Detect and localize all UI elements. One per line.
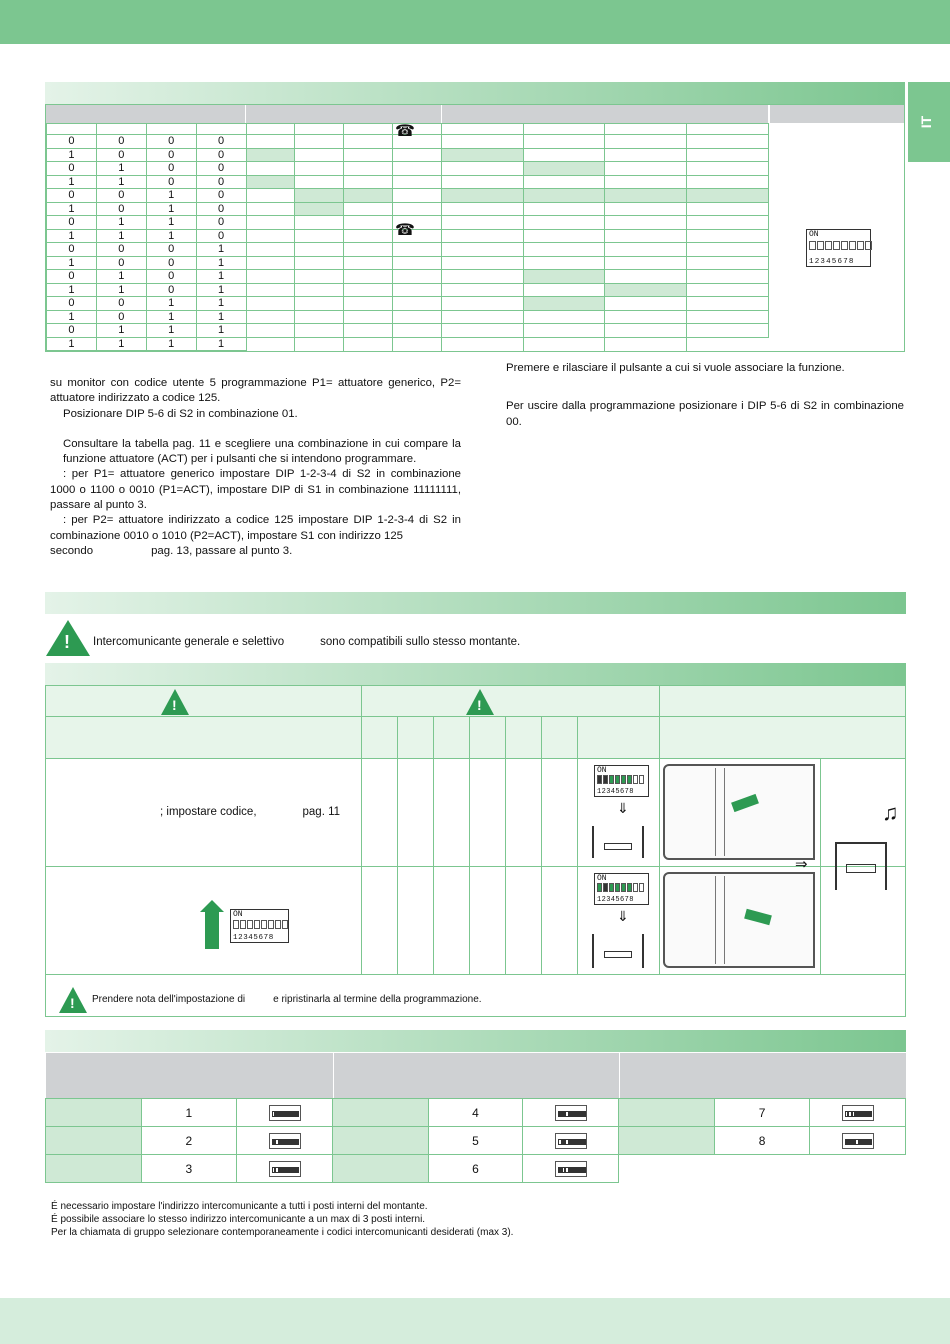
table-cell	[393, 162, 442, 176]
table-cell: 1	[47, 310, 97, 324]
table-cell	[441, 189, 523, 203]
table-cell	[344, 297, 393, 311]
table-cell	[246, 270, 295, 284]
table-cell	[246, 256, 295, 270]
table-cell	[344, 148, 393, 162]
table-cell	[332, 1127, 428, 1155]
table-cell	[344, 162, 393, 176]
table-cell	[344, 310, 393, 324]
table-cell	[605, 175, 687, 189]
table-row	[47, 297, 769, 311]
table-cell	[605, 324, 687, 338]
table-cell: 0	[47, 162, 97, 176]
dip-switch-icon	[236, 1155, 332, 1183]
table-row	[47, 256, 769, 270]
table-cell	[246, 310, 295, 324]
table-row	[47, 283, 769, 297]
table-cell	[441, 148, 523, 162]
table-cell	[523, 337, 605, 351]
handset-icon: ☎	[395, 123, 415, 140]
table-cell: 1	[146, 216, 196, 230]
compatibility-warning: Intercomunicante generale e selettivo sono compatibili sullo stesso montante.	[93, 636, 521, 648]
table-cell	[523, 297, 605, 311]
dip-switch-icon	[810, 1127, 906, 1155]
table-cell	[246, 175, 295, 189]
table-cell	[295, 256, 344, 270]
table-cell	[246, 324, 295, 338]
table-cell: 1	[47, 229, 97, 243]
table-cell	[441, 175, 523, 189]
section-header-intercom	[45, 592, 906, 614]
table-cell	[605, 202, 687, 216]
warning-icon: !	[59, 987, 87, 1013]
table-row	[47, 175, 769, 189]
table-cell	[523, 148, 605, 162]
address-header	[620, 1053, 906, 1098]
table-cell	[441, 202, 523, 216]
table-cell: 1	[96, 175, 146, 189]
table-row	[46, 1099, 906, 1127]
table-cell	[605, 310, 687, 324]
table-cell	[344, 216, 393, 230]
table-cell	[344, 256, 393, 270]
table-cell: 1	[96, 229, 146, 243]
table-row	[47, 324, 769, 338]
table-cell: 1	[96, 162, 146, 176]
table-cell	[393, 283, 442, 297]
table-cell	[246, 162, 295, 176]
table-cell	[605, 229, 687, 243]
table-row	[47, 202, 769, 216]
table-cell: 0	[96, 202, 146, 216]
table-header-dip	[770, 105, 904, 123]
table-cell	[605, 337, 687, 351]
table-cell	[605, 297, 687, 311]
table-cell: 1	[146, 337, 196, 351]
dip-switch-icon	[523, 1099, 619, 1127]
table-cell	[344, 324, 393, 338]
led-panel-icon	[592, 826, 644, 858]
table-cell	[619, 1099, 715, 1127]
table-cell	[246, 229, 295, 243]
table-cell: 0	[96, 256, 146, 270]
table-cell	[246, 297, 295, 311]
top-banner	[0, 0, 950, 44]
table-cell	[687, 310, 769, 324]
table-cell	[605, 270, 687, 284]
table-cell	[687, 175, 769, 189]
table-row	[46, 1155, 906, 1183]
table-cell: 0	[47, 135, 97, 149]
table-cell	[393, 324, 442, 338]
table-cell	[441, 135, 523, 149]
dip-switch-icon: ON 12345678	[594, 873, 649, 905]
table-cell: 0	[146, 162, 196, 176]
bottom-banner	[0, 1298, 950, 1344]
table-cell: 1	[196, 337, 246, 351]
table-cell	[344, 189, 393, 203]
table-cell	[393, 310, 442, 324]
table-cell: 0	[96, 310, 146, 324]
table-cell	[332, 1155, 428, 1183]
table-cell	[295, 324, 344, 338]
table-cell	[344, 175, 393, 189]
table-cell: 1	[47, 202, 97, 216]
table-cell	[687, 324, 769, 338]
table-cell: 1	[196, 324, 246, 338]
table-cell: 1	[146, 229, 196, 243]
table-cell: 0	[196, 148, 246, 162]
table-cell: 1	[196, 243, 246, 257]
table-cell	[295, 337, 344, 351]
table-cell: 1	[96, 337, 146, 351]
address-value: 3	[141, 1155, 236, 1183]
table-cell	[441, 256, 523, 270]
table-cell	[523, 243, 605, 257]
table-cell	[687, 337, 769, 351]
dip-switch-icon: ON 12345678	[806, 229, 871, 267]
table-cell	[605, 216, 687, 230]
warning-icon: !	[161, 689, 189, 715]
table-cell: 0	[196, 162, 246, 176]
table-cell: 0	[146, 148, 196, 162]
table-cell: 0	[96, 135, 146, 149]
dip-switch-icon	[236, 1127, 332, 1155]
table-cell	[523, 202, 605, 216]
table-cell	[523, 229, 605, 243]
table-cell	[393, 148, 442, 162]
table-cell	[246, 216, 295, 230]
arrow-down-icon: ⇓	[617, 800, 629, 816]
handset-icon: ☎	[395, 222, 415, 239]
table-cell: 1	[96, 216, 146, 230]
table-cell: 1	[96, 270, 146, 284]
table-cell	[441, 243, 523, 257]
table-cell	[344, 337, 393, 351]
table-cell: 0	[96, 243, 146, 257]
table-row	[47, 270, 769, 284]
table-cell: 0	[47, 324, 97, 338]
table-cell: 0	[96, 297, 146, 311]
table-cell	[46, 1155, 142, 1183]
table-cell	[393, 297, 442, 311]
table-cell: 1	[146, 297, 196, 311]
table-cell	[523, 135, 605, 149]
language-tab: IT	[908, 82, 950, 162]
table-cell	[295, 202, 344, 216]
section-header-procedure	[45, 663, 906, 685]
arrow-down-icon: ⇓	[617, 908, 629, 924]
footer-notes: É necessario impostare l'indirizzo intercomunicante a tutti i posti interni del montante. É possibile associare lo stesso indirizzo intercomunicante a un max di 3 posti interni. Per la chiamata di gruppo selezionare contemporaneamente i codici intercomunicanti desiderati (max 3).	[51, 1201, 514, 1238]
table-cell	[295, 243, 344, 257]
table-cell: 1	[47, 256, 97, 270]
table-cell: 1	[146, 189, 196, 203]
table-cell	[344, 202, 393, 216]
table-cell	[605, 135, 687, 149]
table-cell: 1	[196, 310, 246, 324]
table-cell	[687, 243, 769, 257]
table-cell	[344, 243, 393, 257]
dip-switch-icon	[236, 1099, 332, 1127]
table-cell	[46, 1099, 142, 1127]
table-cell	[344, 270, 393, 284]
address-value: 5	[428, 1127, 523, 1155]
table-cell: 1	[196, 283, 246, 297]
table-row	[47, 243, 769, 257]
table-cell: 0	[47, 189, 97, 203]
table-cell	[295, 162, 344, 176]
warning-icon: !	[466, 689, 494, 715]
table-cell	[246, 202, 295, 216]
table-cell	[246, 189, 295, 203]
table-cell: 0	[196, 216, 246, 230]
table-cell	[605, 148, 687, 162]
table-cell	[687, 216, 769, 230]
section-header-address	[45, 1030, 906, 1052]
monitor-illustration	[663, 872, 815, 968]
table-cell	[441, 216, 523, 230]
table-cell: 1	[47, 148, 97, 162]
instructions-right: Premere e rilasciare il pulsante a cui si vuole associare la funzione. Per uscire dalla programmazione posizionare i DIP 5-6 di S2 in combinazione 00.	[506, 362, 904, 428]
table-cell	[687, 162, 769, 176]
table-cell	[295, 135, 344, 149]
address-value: 1	[141, 1099, 236, 1127]
table-cell	[523, 283, 605, 297]
table-cell	[393, 270, 442, 284]
address-header	[334, 1053, 619, 1098]
table-cell	[344, 135, 393, 149]
table-cell: 0	[146, 283, 196, 297]
table-cell	[441, 229, 523, 243]
table-cell	[605, 243, 687, 257]
table-cell	[687, 283, 769, 297]
table-cell: 0	[47, 216, 97, 230]
table-cell	[295, 270, 344, 284]
table-cell	[605, 283, 687, 297]
table-cell	[295, 148, 344, 162]
table-cell: 0	[196, 189, 246, 203]
table-cell: 1	[146, 324, 196, 338]
table-cell	[441, 297, 523, 311]
table-cell	[332, 1099, 428, 1127]
table-cell	[687, 202, 769, 216]
arrow-up-icon	[205, 909, 219, 949]
table-row	[47, 148, 769, 162]
table-cell	[246, 243, 295, 257]
table-cell	[523, 270, 605, 284]
table-row	[47, 162, 769, 176]
table-cell: 0	[47, 270, 97, 284]
dip-switch-icon: ON 12345678	[230, 909, 289, 943]
table-cell	[687, 135, 769, 149]
table-cell	[393, 202, 442, 216]
table-cell	[246, 337, 295, 351]
table-cell	[441, 324, 523, 338]
address-value: 2	[141, 1127, 236, 1155]
table-cell	[393, 337, 442, 351]
music-note-icon: ♫	[882, 800, 899, 825]
table-cell	[523, 256, 605, 270]
address-value: 4	[428, 1099, 523, 1127]
table-cell	[393, 256, 442, 270]
table-cell	[441, 310, 523, 324]
table-cell	[344, 283, 393, 297]
table-cell	[295, 229, 344, 243]
table-cell: 1	[96, 324, 146, 338]
dip-switch-icon	[523, 1127, 619, 1155]
table-cell: 1	[47, 283, 97, 297]
table-cell: 0	[196, 175, 246, 189]
table-cell	[523, 189, 605, 203]
instructions-left: su monitor con codice utente 5 programmazione P1= attuatore generico, P2= attuatore indirizzato a codice 125. Posizionare DIP 5-6 di S2 in combinazione 01. Consultare la tabella pag. 11 e scegliere una combinazione in cui compare la funzione attuatore (ACT) per i pulsanti che si intendono programmare. : per P1= attuatore generico impostare DIP 1-2-3-4 di S2 in combinazione 1000 o 1100 o 0010 (P1=ACT), impostare DIP di S1 in combinazione 11111111, passare al punto 3. : per P2= attuatore indirizzato a codice 125 impostare DIP 1-2-3-4 di S2 in combinazione 0010 o 1010 (P2=ACT), impostare S1 con indirizzo 125 secondo pag. 13, passare al punto 3.	[50, 377, 461, 557]
table-cell: 1	[196, 256, 246, 270]
table-cell	[523, 324, 605, 338]
table-cell: 0	[196, 229, 246, 243]
address-table	[45, 1098, 906, 1183]
table-cell: 0	[146, 135, 196, 149]
warning-icon: !	[46, 620, 90, 656]
table-cell	[393, 189, 442, 203]
dip-switch-icon	[810, 1099, 906, 1127]
table-cell	[687, 229, 769, 243]
table-cell	[441, 270, 523, 284]
monitor-illustration	[663, 764, 815, 860]
table-cell: 0	[96, 189, 146, 203]
table-cell	[687, 270, 769, 284]
settings-note: Prendere nota dell'impostazione di e ripristinarla al termine della programmazione.	[92, 994, 482, 1005]
table-cell	[246, 148, 295, 162]
table-cell	[523, 162, 605, 176]
table-cell: 1	[196, 270, 246, 284]
arrow-right-icon: ⇒	[795, 856, 808, 873]
table-cell: 0	[196, 135, 246, 149]
address-value: 6	[428, 1155, 523, 1183]
table-cell	[393, 243, 442, 257]
table-cell	[523, 310, 605, 324]
table-cell	[605, 162, 687, 176]
table-cell	[619, 1127, 715, 1155]
dip-switch-icon: ON 12345678	[594, 765, 649, 797]
table-cell	[295, 297, 344, 311]
table-cell: 1	[96, 283, 146, 297]
table-cell: 0	[146, 243, 196, 257]
table-cell: 0	[146, 256, 196, 270]
table-cell: 0	[146, 175, 196, 189]
table-cell: 1	[146, 310, 196, 324]
table-cell	[687, 189, 769, 203]
address-header	[46, 1053, 333, 1098]
table-cell: 0	[146, 270, 196, 284]
section-header	[45, 82, 905, 104]
table-cell	[605, 256, 687, 270]
table-cell	[393, 175, 442, 189]
table-row	[47, 337, 769, 351]
code-instruction: ; impostare codice, pag. 11	[160, 806, 341, 818]
table-cell	[295, 310, 344, 324]
table-cell	[441, 283, 523, 297]
table-cell	[246, 135, 295, 149]
table-cell: 1	[196, 297, 246, 311]
table-cell	[246, 283, 295, 297]
table-cell	[605, 189, 687, 203]
address-value: 7	[715, 1099, 810, 1127]
table-cell: 0	[47, 243, 97, 257]
table-row	[47, 189, 769, 203]
table-cell	[441, 162, 523, 176]
table-cell: 0	[96, 148, 146, 162]
table-cell: 1	[146, 202, 196, 216]
table-cell	[523, 175, 605, 189]
table-cell	[523, 216, 605, 230]
table-cell	[295, 283, 344, 297]
table-cell	[441, 337, 523, 351]
table-cell	[295, 216, 344, 230]
table-cell: 1	[47, 337, 97, 351]
table-cell	[687, 297, 769, 311]
table-cell	[687, 256, 769, 270]
table-cell	[687, 148, 769, 162]
table-cell	[46, 1127, 142, 1155]
table-cell: 0	[47, 297, 97, 311]
table-cell	[295, 175, 344, 189]
address-value: 8	[715, 1127, 810, 1155]
table-cell: 1	[47, 175, 97, 189]
table-row	[47, 310, 769, 324]
dip-switch-icon	[523, 1155, 619, 1183]
table-cell	[295, 189, 344, 203]
table-cell: 0	[196, 202, 246, 216]
table-cell	[344, 229, 393, 243]
table-row	[46, 1127, 906, 1155]
